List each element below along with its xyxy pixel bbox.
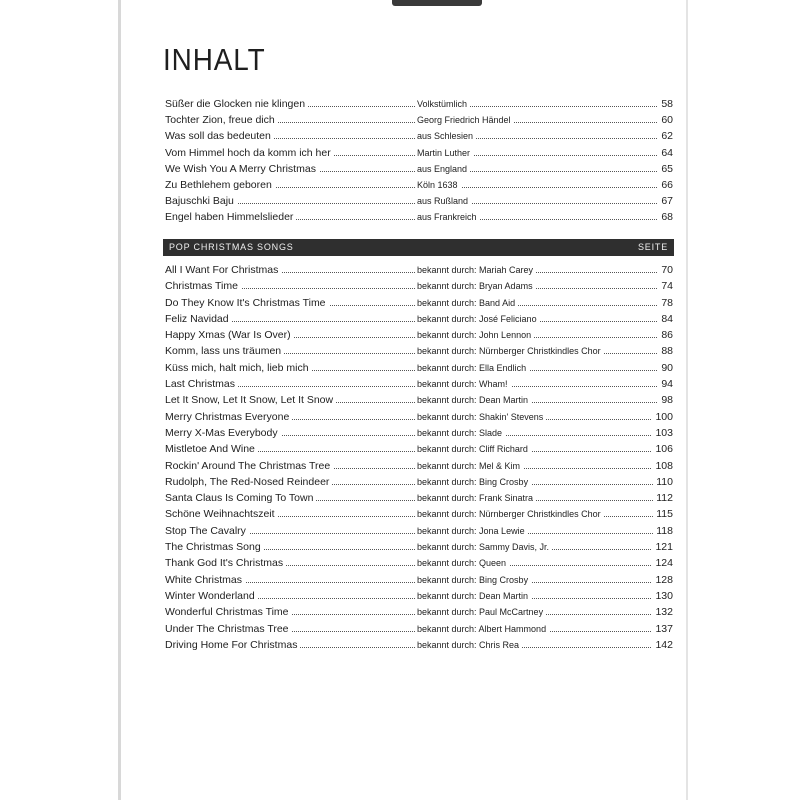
page-number: 128 bbox=[652, 572, 673, 588]
page-number: 103 bbox=[652, 425, 673, 441]
song-author: bekannt durch: Mariah Carey bbox=[415, 262, 536, 278]
song-title: Vom Himmel hoch da komm ich her bbox=[165, 145, 334, 161]
song-title: Mistletoe And Wine bbox=[165, 441, 258, 457]
song-author: aus Rußland bbox=[415, 193, 471, 209]
toc-entry bbox=[165, 555, 673, 571]
song-title: Let It Snow, Let It Snow, Let It Snow bbox=[165, 392, 336, 408]
song-title: Christmas Time bbox=[165, 278, 241, 294]
toc-entry bbox=[165, 441, 673, 457]
song-title: Wonderful Christmas Time bbox=[165, 604, 292, 620]
toc-entry bbox=[165, 128, 673, 144]
page-number: 74 bbox=[658, 278, 673, 294]
dot-leader bbox=[165, 321, 661, 322]
song-author: bekannt durch: José Feliciano bbox=[415, 311, 540, 327]
toc-entry bbox=[165, 343, 673, 359]
page-number: 70 bbox=[658, 262, 673, 278]
song-author: bekannt durch: Ella Endlich bbox=[415, 360, 529, 376]
page-number: 78 bbox=[658, 295, 673, 311]
toc-entry bbox=[165, 506, 673, 522]
song-author: bekannt durch: Bing Crosby bbox=[415, 474, 531, 490]
song-title: Tochter Zion, freue dich bbox=[165, 112, 278, 128]
toc-entry bbox=[165, 588, 673, 604]
page-number: 60 bbox=[658, 112, 673, 128]
page-number: 115 bbox=[653, 506, 673, 522]
song-author: bekannt durch: Paul McCartney bbox=[415, 604, 546, 620]
song-author: bekannt durch: Mel & Kim bbox=[415, 458, 523, 474]
toc-entry bbox=[165, 539, 673, 555]
song-author: Georg Friedrich Händel bbox=[415, 112, 514, 128]
song-title: Küss mich, halt mich, lieb mich bbox=[165, 360, 312, 376]
song-title: Schöne Weihnachtszeit bbox=[165, 506, 278, 522]
song-title: All I Want For Christmas bbox=[165, 262, 281, 278]
song-author: Volkstümlich bbox=[415, 96, 470, 112]
page-top-tab bbox=[392, 0, 482, 6]
page-number: 65 bbox=[658, 161, 673, 177]
toc-entry bbox=[165, 311, 673, 327]
page-number: 112 bbox=[653, 490, 673, 506]
song-author: aus Schlesien bbox=[415, 128, 476, 144]
song-author: bekannt durch: Dean Martin bbox=[415, 392, 531, 408]
pop-songs-list bbox=[165, 262, 673, 653]
song-title: Süßer die Glocken nie klingen bbox=[165, 96, 308, 112]
toc-entry bbox=[165, 278, 673, 294]
page-number: 94 bbox=[658, 376, 673, 392]
song-title: Thank God It's Christmas bbox=[165, 555, 286, 571]
song-title: Rockin' Around The Christmas Tree bbox=[165, 458, 333, 474]
page-number: 88 bbox=[658, 343, 673, 359]
song-author: Köln 1638 bbox=[415, 177, 461, 193]
page-number: 106 bbox=[652, 441, 673, 457]
song-title: White Christmas bbox=[165, 572, 245, 588]
page-number: 58 bbox=[658, 96, 673, 112]
toc-entry bbox=[165, 376, 673, 392]
song-author: bekannt durch: Bing Crosby bbox=[415, 572, 531, 588]
song-author: bekannt durch: John Lennon bbox=[415, 327, 534, 343]
song-author: bekannt durch: Sammy Davis, Jr. bbox=[415, 539, 552, 555]
page-number: 90 bbox=[658, 360, 673, 376]
song-author: Martin Luther bbox=[415, 145, 473, 161]
song-title: Winter Wonderland bbox=[165, 588, 258, 604]
toc-entry bbox=[165, 295, 673, 311]
toc-entry bbox=[165, 112, 673, 128]
song-author: bekannt durch: Band Aid bbox=[415, 295, 518, 311]
song-author: bekannt durch: Slade bbox=[415, 425, 505, 441]
song-author: bekannt durch: Wham! bbox=[415, 376, 511, 392]
toc-entry bbox=[165, 409, 673, 425]
toc-entry bbox=[165, 96, 673, 112]
page-number: 84 bbox=[658, 311, 673, 327]
song-author: bekannt durch: Jona Lewie bbox=[415, 523, 528, 539]
song-title: Feliz Navidad bbox=[165, 311, 232, 327]
song-author: bekannt durch: Nürnberger Christkindles Chor bbox=[415, 343, 604, 359]
page-number: 124 bbox=[652, 555, 673, 571]
toc-entry bbox=[165, 490, 673, 506]
toc-entry bbox=[165, 621, 673, 637]
toc-entry bbox=[165, 177, 673, 193]
page-title: INHALT bbox=[163, 42, 266, 77]
page-number: 62 bbox=[658, 128, 673, 144]
song-title: Merry X-Mas Everybody bbox=[165, 425, 281, 441]
toc-entry bbox=[165, 425, 673, 441]
toc-entry bbox=[165, 327, 673, 343]
song-title: Stop The Cavalry bbox=[165, 523, 249, 539]
song-title: The Christmas Song bbox=[165, 539, 264, 555]
song-author: bekannt durch: Nürnberger Christkindles Chor bbox=[415, 506, 604, 522]
dot-leader bbox=[165, 386, 661, 387]
song-author: bekannt durch: Shakin' Stevens bbox=[415, 409, 546, 425]
song-author: bekannt durch: Cliff Richard bbox=[415, 441, 531, 457]
page-number: 68 bbox=[658, 209, 673, 225]
toc-entry bbox=[165, 604, 673, 620]
song-title: Under The Christmas Tree bbox=[165, 621, 292, 637]
page-number: 137 bbox=[652, 621, 673, 637]
toc-entry bbox=[165, 262, 673, 278]
song-author: bekannt durch: Queen bbox=[415, 555, 509, 571]
song-title: Was soll das bedeuten bbox=[165, 128, 274, 144]
toc-entry bbox=[165, 145, 673, 161]
song-title: Last Christmas bbox=[165, 376, 238, 392]
page-number: 132 bbox=[652, 604, 673, 620]
song-author: bekannt durch: Frank Sinatra bbox=[415, 490, 536, 506]
toc-entry bbox=[165, 209, 673, 225]
song-author: bekannt durch: Chris Rea bbox=[415, 637, 522, 653]
page-edge-right bbox=[686, 0, 688, 800]
toc-entry bbox=[165, 161, 673, 177]
toc-entry bbox=[165, 360, 673, 376]
page-number: 64 bbox=[658, 145, 673, 161]
section-header-bar bbox=[163, 239, 674, 256]
page-number: 66 bbox=[658, 177, 673, 193]
toc-entry bbox=[165, 392, 673, 408]
song-author: bekannt durch: Albert Hammond bbox=[415, 621, 549, 637]
song-title: Santa Claus Is Coming To Town bbox=[165, 490, 316, 506]
toc-entry bbox=[165, 193, 673, 209]
page-edge-left bbox=[118, 0, 121, 800]
song-title: Driving Home For Christmas bbox=[165, 637, 300, 653]
toc-entry bbox=[165, 572, 673, 588]
toc-entry bbox=[165, 523, 673, 539]
page-number: 110 bbox=[653, 474, 673, 490]
page-number: 121 bbox=[652, 539, 673, 555]
page-number: 86 bbox=[658, 327, 673, 343]
song-author: aus Frankreich bbox=[415, 209, 480, 225]
song-title: Rudolph, The Red-Nosed Reindeer bbox=[165, 474, 332, 490]
section-page-label: SEITE bbox=[637, 242, 668, 252]
song-title: We Wish You A Merry Christmas bbox=[165, 161, 319, 177]
toc-entry bbox=[165, 458, 673, 474]
song-title: Happy Xmas (War Is Over) bbox=[165, 327, 294, 343]
dot-leader bbox=[165, 203, 661, 204]
song-author: bekannt durch: Dean Martin bbox=[415, 588, 531, 604]
page-number: 67 bbox=[658, 193, 673, 209]
page-number: 100 bbox=[652, 409, 673, 425]
page-number: 118 bbox=[653, 523, 673, 539]
song-title: Bajuschki Baju bbox=[165, 193, 237, 209]
song-title: Komm, lass uns träumen bbox=[165, 343, 284, 359]
song-title: Zu Bethlehem geboren bbox=[165, 177, 275, 193]
song-title: Do They Know It's Christmas Time bbox=[165, 295, 329, 311]
song-author: aus England bbox=[415, 161, 470, 177]
page-number: 98 bbox=[658, 392, 673, 408]
traditional-songs-list bbox=[165, 96, 673, 226]
song-author: bekannt durch: Bryan Adams bbox=[415, 278, 536, 294]
section-label: POP CHRISTMAS SONGS bbox=[169, 242, 294, 252]
page-number: 142 bbox=[652, 637, 673, 653]
song-title: Engel haben Himmelslieder bbox=[165, 209, 296, 225]
song-title: Merry Christmas Everyone bbox=[165, 409, 292, 425]
page-number: 130 bbox=[652, 588, 673, 604]
toc-entry bbox=[165, 637, 673, 653]
page-number: 108 bbox=[652, 458, 673, 474]
toc-entry bbox=[165, 474, 673, 490]
